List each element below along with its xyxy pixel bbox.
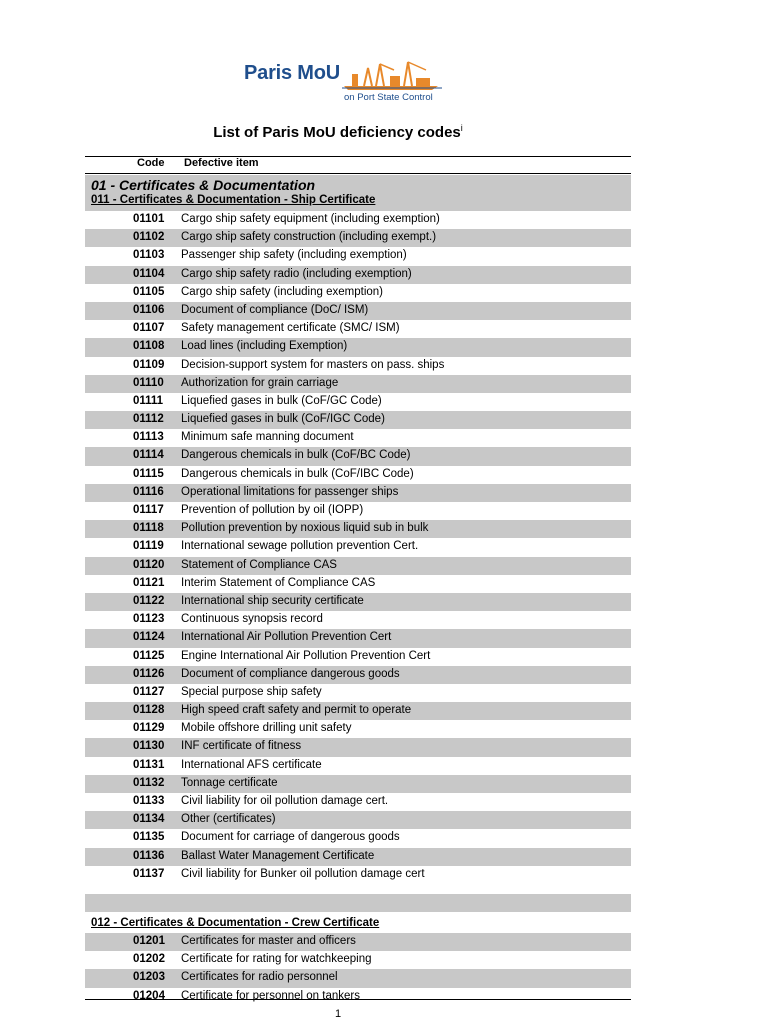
deficiency-code: 01204 xyxy=(133,989,165,1002)
defective-item: Passenger ship safety (including exemption) xyxy=(181,249,407,262)
defective-item: Certificate for rating for watchkeeping xyxy=(181,953,372,966)
deficiency-code: 01103 xyxy=(133,249,165,262)
subsection-title: 011 - Certificates & Documentation - Ship Certificate xyxy=(91,194,376,206)
deficiency-code: 01121 xyxy=(133,576,165,589)
defective-item: Continuous synopsis record xyxy=(181,613,323,626)
defective-item: Minimum safe manning document xyxy=(181,431,354,444)
deficiency-code: 01129 xyxy=(133,722,165,735)
table-row xyxy=(85,266,631,284)
deficiency-code: 01110 xyxy=(133,376,164,389)
defective-item: Load lines (including Exemption) xyxy=(181,340,348,353)
column-header-code: Code xyxy=(137,157,165,169)
defective-item: Mobile offshore drilling unit safety xyxy=(181,722,352,735)
deficiency-code: 01120 xyxy=(133,558,165,571)
crew-certificate-rows xyxy=(85,933,631,1006)
header-top-rule xyxy=(85,156,631,157)
table-row xyxy=(85,811,631,829)
table-row xyxy=(85,320,631,338)
defective-item: High speed craft safety and permit to operate xyxy=(181,704,412,717)
deficiency-code: 01136 xyxy=(133,849,165,862)
defective-item: Certificate for personnel on tankers xyxy=(181,989,360,1002)
table-row xyxy=(85,338,631,356)
title-footnote-marker: i xyxy=(460,123,463,133)
defective-item: Prevention of pollution by oil (IOPP) xyxy=(181,504,364,516)
deficiency-code: 01109 xyxy=(133,358,165,371)
defective-item: Dangerous chemicals in bulk (CoF/IBC Code) xyxy=(181,467,414,480)
table-row xyxy=(85,969,631,987)
defective-item: Interim Statement of Compliance CAS xyxy=(181,576,376,589)
table-row xyxy=(85,611,631,629)
section-spacer xyxy=(85,894,631,912)
table-row xyxy=(85,429,631,447)
defective-item: Civil liability for oil pollution damage cert. xyxy=(181,795,389,807)
deficiency-code: 01105 xyxy=(133,285,165,298)
table-row xyxy=(85,775,631,793)
table-row xyxy=(85,988,631,1006)
defective-item: Other (certificates) xyxy=(181,813,276,826)
defective-item: Ballast Water Management Certificate xyxy=(181,849,375,862)
subsection-header xyxy=(85,912,631,933)
table-row xyxy=(85,229,631,247)
table-row xyxy=(85,411,631,429)
section-header xyxy=(85,175,631,211)
deficiency-code: 01133 xyxy=(133,795,165,807)
table-row xyxy=(85,211,631,229)
deficiency-code: 01119 xyxy=(133,540,164,553)
logo-tagline: on Port State Control xyxy=(344,92,433,103)
document-title xyxy=(0,123,676,141)
defective-item: International AFS certificate xyxy=(181,758,322,771)
ship-certificate-rows xyxy=(85,211,631,884)
table-row xyxy=(85,648,631,666)
deficiency-code: 01111 xyxy=(133,394,164,407)
table-row xyxy=(85,684,631,702)
table-row xyxy=(85,793,631,811)
defective-item: Safety management certificate (SMC/ ISM) xyxy=(181,322,400,335)
table-row xyxy=(85,502,631,520)
defective-item: Certificates for master and officers xyxy=(181,934,356,947)
header-bottom-rule xyxy=(85,173,631,174)
column-header-item: Defective item xyxy=(184,157,259,169)
deficiency-code: 01134 xyxy=(133,813,165,826)
deficiency-code: 01117 xyxy=(133,504,164,516)
defective-item: Decision-support system for masters on pass. ships xyxy=(181,358,445,371)
ship-crane-logo-icon xyxy=(342,58,442,90)
table-row xyxy=(85,738,631,756)
defective-item: Special purpose ship safety xyxy=(181,685,322,698)
defective-item: Operational limitations for passenger ships xyxy=(181,485,399,498)
deficiency-code: 01108 xyxy=(133,340,165,353)
deficiency-code: 01124 xyxy=(133,631,165,644)
defective-item: Civil liability for Bunker oil pollution damage cert xyxy=(181,867,425,880)
defective-item: Authorization for grain carriage xyxy=(181,376,339,389)
table-row xyxy=(85,848,631,866)
defective-item: Statement of Compliance CAS xyxy=(181,558,337,571)
table-row xyxy=(85,933,631,951)
table-row xyxy=(85,520,631,538)
table-row xyxy=(85,666,631,684)
defective-item: Certificates for radio personnel xyxy=(181,971,338,984)
deficiency-code: 01127 xyxy=(133,685,165,698)
defective-item: International sewage pollution prevention Cert. xyxy=(181,540,419,553)
deficiency-code: 01107 xyxy=(133,322,165,335)
defective-item: Document of compliance (DoC/ ISM) xyxy=(181,303,369,316)
table-row xyxy=(85,375,631,393)
deficiency-code: 01122 xyxy=(133,594,165,607)
deficiency-code: 01115 xyxy=(133,467,164,480)
defective-item: Cargo ship safety construction (including exempt.) xyxy=(181,231,437,244)
deficiency-code: 01102 xyxy=(133,231,165,244)
logo-name: Paris MoU xyxy=(244,62,341,84)
table-row xyxy=(85,302,631,320)
deficiency-code: 01114 xyxy=(133,449,164,462)
table-row xyxy=(85,357,631,375)
deficiency-code: 01201 xyxy=(133,934,165,947)
table-row xyxy=(85,866,631,884)
table-row xyxy=(85,466,631,484)
table-row xyxy=(85,593,631,611)
deficiency-code: 01135 xyxy=(133,831,165,844)
subsection-title: 012 - Certificates & Documentation - Crew Certificate xyxy=(91,916,380,929)
deficiency-code: 01113 xyxy=(133,431,164,444)
defective-item: Document for carriage of dangerous goods xyxy=(181,831,400,844)
deficiency-code: 01112 xyxy=(133,413,164,426)
table-row xyxy=(85,951,631,969)
defective-item: Dangerous chemicals in bulk (CoF/BC Code) xyxy=(181,449,411,462)
deficiency-code: 01130 xyxy=(133,740,165,753)
deficiency-code: 01116 xyxy=(133,485,164,498)
defective-item: International Air Pollution Prevention Cert xyxy=(181,631,392,644)
deficiency-code: 01132 xyxy=(133,776,165,789)
table-row xyxy=(85,829,631,847)
table-row xyxy=(85,393,631,411)
table-row xyxy=(85,538,631,556)
section-title: 01 - Certificates & Documentation xyxy=(91,177,316,193)
defective-item: INF certificate of fitness xyxy=(181,740,302,753)
deficiency-code: 01202 xyxy=(133,953,165,966)
deficiency-table xyxy=(85,175,631,1006)
deficiency-code: 01123 xyxy=(133,613,165,626)
defective-item: Pollution prevention by noxious liquid sub in bulk xyxy=(181,522,429,535)
deficiency-code: 01106 xyxy=(133,303,165,316)
deficiency-code: 01137 xyxy=(133,867,165,880)
footer-rule xyxy=(85,999,631,1000)
defective-item: Liquefied gases in bulk (CoF/IGC Code) xyxy=(181,413,385,426)
defective-item: Cargo ship safety radio (including exemption) xyxy=(181,267,412,280)
table-row xyxy=(85,575,631,593)
title-text: List of Paris MoU deficiency codes xyxy=(213,124,461,141)
defective-item: Cargo ship safety (including exemption) xyxy=(181,285,383,298)
deficiency-code: 01101 xyxy=(133,213,165,225)
table-row xyxy=(85,557,631,575)
table-row xyxy=(85,284,631,302)
deficiency-code: 01128 xyxy=(133,704,165,717)
paris-mou-logo xyxy=(244,58,444,104)
deficiency-code: 01118 xyxy=(133,522,164,535)
page-number: 1 xyxy=(334,1008,342,1020)
defective-item: Engine International Air Pollution Prevention Cert xyxy=(181,649,431,662)
table-row xyxy=(85,484,631,502)
table-row xyxy=(85,757,631,775)
table-row xyxy=(85,629,631,647)
defective-item: Liquefied gases in bulk (CoF/GC Code) xyxy=(181,394,382,407)
table-row xyxy=(85,247,631,265)
deficiency-code: 01125 xyxy=(133,649,165,662)
defective-item: Cargo ship safety equipment (including exemption) xyxy=(181,213,440,225)
deficiency-code: 01104 xyxy=(133,267,165,280)
table-row xyxy=(85,702,631,720)
deficiency-code: 01203 xyxy=(133,971,165,984)
deficiency-code: 01126 xyxy=(133,667,165,680)
table-row xyxy=(85,720,631,738)
deficiency-code: 01131 xyxy=(133,758,165,771)
defective-item: International ship security certificate xyxy=(181,594,364,607)
defective-item: Tonnage certificate xyxy=(181,776,278,789)
table-row xyxy=(85,447,631,465)
defective-item: Document of compliance dangerous goods xyxy=(181,667,400,680)
